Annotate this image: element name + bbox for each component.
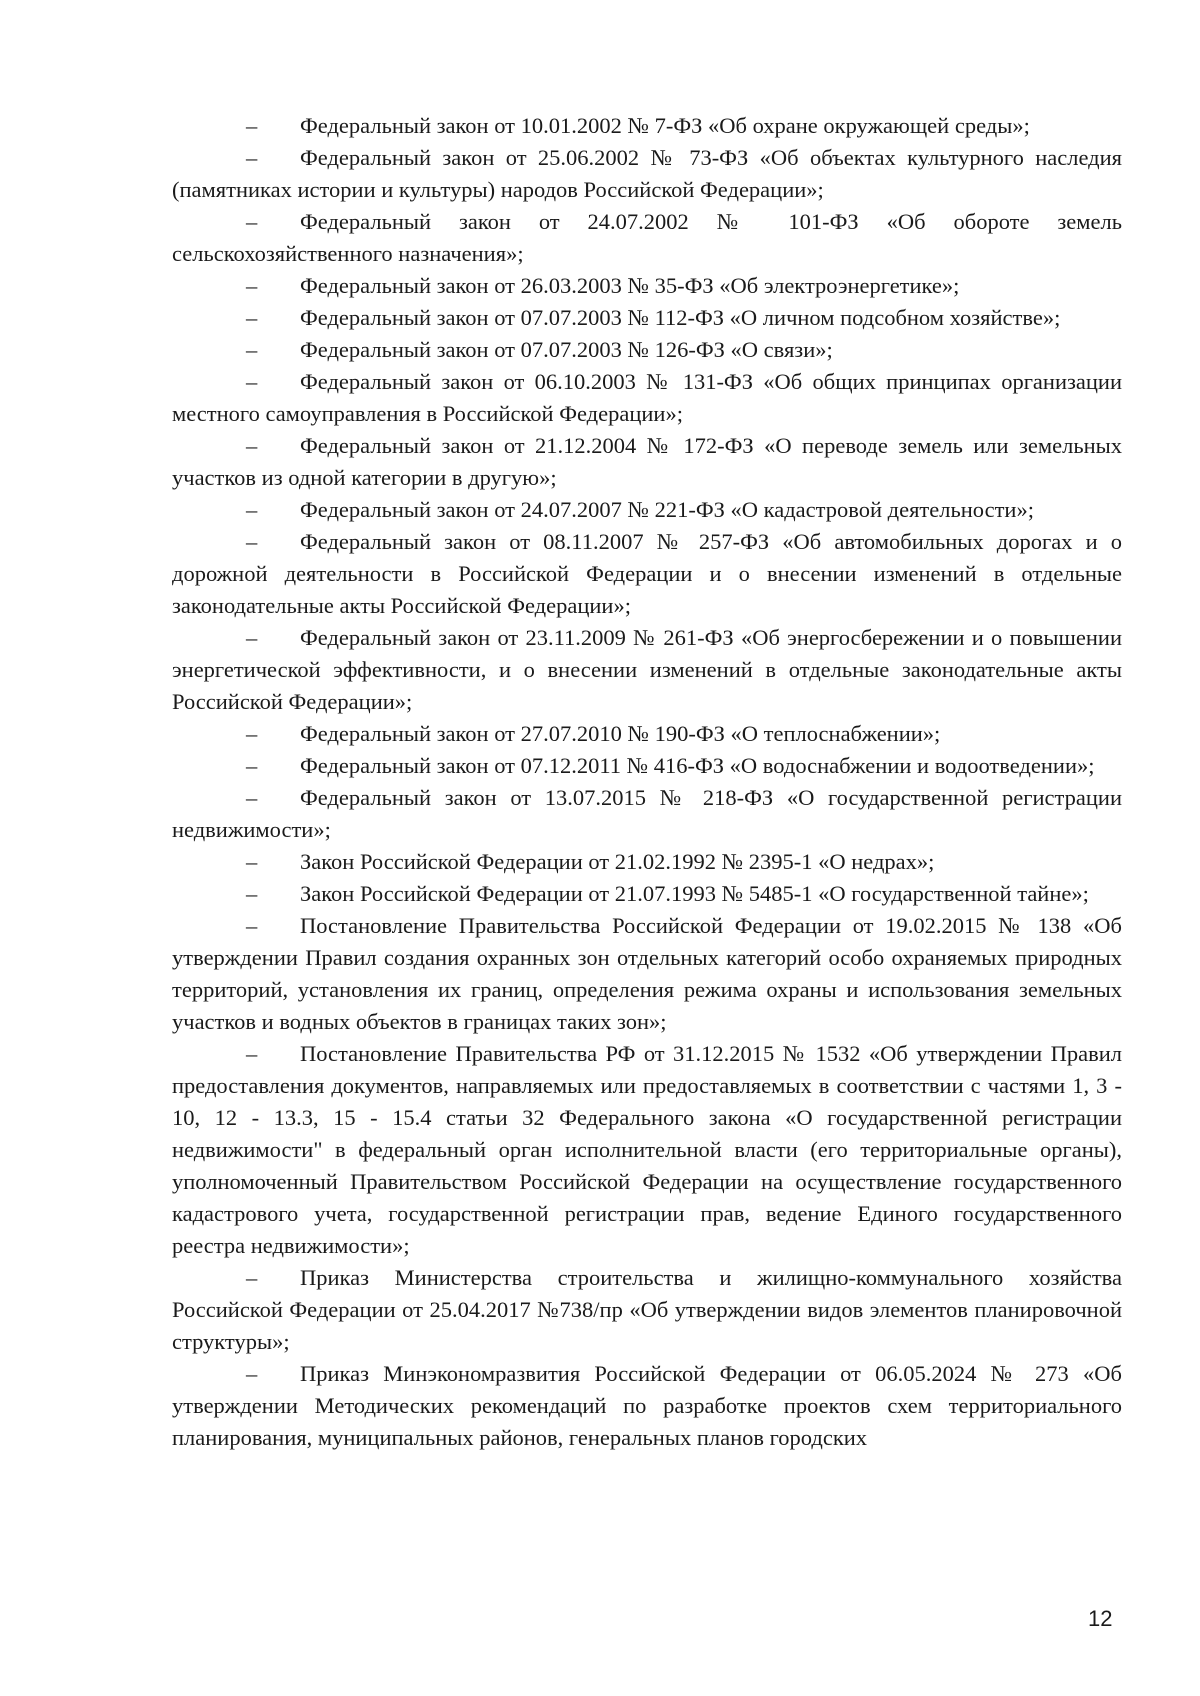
list-item-text: Федеральный закон от 24.07.2002 № 101-ФЗ «Об обороте земель сельскохозяйственного назначения»; [172,209,1122,266]
list-item-text: Приказ Минэкономразвития Российской Федерации от 06.05.2024 № 273 «Об утверждении Методических рекомендаций по разработке проектов схем территориального планирования, муниципальных районов, генеральных планов городских [172,1361,1122,1450]
list-item-text: Федеральный закон от 07.07.2003 № 126-ФЗ «О связи»; [300,337,833,362]
list-dash: – [246,721,258,746]
list-dash: – [246,913,258,938]
list-item-text: Федеральный закон от 26.03.2003 № 35-ФЗ «Об электроэнергетике»; [300,273,960,298]
list-item [172,782,1122,846]
list-item [172,334,1122,366]
list-item [172,270,1122,302]
list-dash: – [246,1361,258,1386]
list-item [172,366,1122,430]
list-item-text: Федеральный закон от 21.12.2004 № 172-ФЗ «О переводе земель или земельных участков из одной категории в другую»; [172,433,1122,490]
list-dash: – [246,433,258,458]
list-item-text: Федеральный закон от 10.01.2002 № 7-ФЗ «Об охране окружающей среды»; [300,113,1030,138]
list-item-text: Федеральный закон от 07.12.2011 № 416-ФЗ «О водоснабжении и водоотведении»; [300,753,1095,778]
list-item-text: Федеральный закон от 08.11.2007 № 257-ФЗ «Об автомобильных дорогах и о дорожной деятельности в Российской Федерации и о внесении изменений в отдельные законодательные акты Российской Федерации»; [172,529,1122,618]
list-item-text: Федеральный закон от 07.07.2003 № 112-ФЗ «О личном подсобном хозяйстве»; [300,305,1061,330]
list-item-text: Постановление Правительства Российской Федерации от 19.02.2015 № 138 «Об утверждении Правил создания охранных зон отдельных категорий особо охраняемых природных территорий, установления их границ, определения режима охраны и использования земельных участков и водных объектов в границах таких зон»; [172,913,1122,1034]
list-dash: – [246,209,258,234]
list-dash: – [246,785,258,810]
list-item [172,206,1122,270]
list-item [172,622,1122,718]
document-body [172,110,1122,1454]
list-dash: – [246,337,258,362]
list-item-text: Приказ Министерства строительства и жилищно-коммунального хозяйства Российской Федерации от 25.04.2017 №738/пр «Об утверждении видов элементов планировочной структуры»; [172,1265,1122,1354]
list-item [172,110,1122,142]
list-item [172,430,1122,494]
list-item-text: Федеральный закон от 23.11.2009 № 261-ФЗ «Об энергосбережении и о повышении энергетической эффективности, и о внесении изменений в отдельные законодательные акты Российской Федерации»; [172,625,1122,714]
list-dash: – [246,625,258,650]
list-item-text: Закон Российской Федерации от 21.02.1992 № 2395-1 «О недрах»; [300,849,935,874]
list-item-text: Федеральный закон от 27.07.2010 № 190-ФЗ «О теплоснабжении»; [300,721,941,746]
list-item [172,494,1122,526]
list-dash: – [246,753,258,778]
list-item [172,302,1122,334]
list-item-text: Постановление Правительства РФ от 31.12.2015 № 1532 «Об утверждении Правил предоставления документов, направляемых или предоставляемых в соответствии с частями 1, 3 - 10, 12 - 13.3, 15 - 15.4 статьи 32 Федерального закона «О государственной регистрации недвижимости" в федеральный орган исполнительной власти (его территориальные органы), уполномоченный Правительством Российской Федерации на осуществление государственного кадастрового учета, государственной регистрации прав, ведение Единого государственного реестра недвижимости»; [172,1041,1122,1258]
list-item-text: Федеральный закон от 06.10.2003 № 131-ФЗ «Об общих принципах организации местного самоуправления в Российской Федерации»; [172,369,1122,426]
list-dash: – [246,273,258,298]
list-item [172,718,1122,750]
list-item [172,846,1122,878]
list-item [172,142,1122,206]
list-dash: – [246,497,258,522]
list-item [172,910,1122,1038]
list-item [172,1262,1122,1358]
list-dash: – [246,1041,258,1066]
list-item [172,750,1122,782]
list-item [172,1358,1122,1454]
list-dash: – [246,369,258,394]
list-item [172,878,1122,910]
list-item-text: Закон Российской Федерации от 21.07.1993 № 5485-1 «О государственной тайне»; [300,881,1089,906]
list-dash: – [246,529,258,554]
list-dash: – [246,305,258,330]
list-item-text: Федеральный закон от 13.07.2015 № 218-ФЗ «О государственной регистрации недвижимости»; [172,785,1122,842]
list-item-text: Федеральный закон от 24.07.2007 № 221-ФЗ «О кадастровой деятельности»; [300,497,1034,522]
list-dash: – [246,113,258,138]
list-dash: – [246,145,258,170]
list-item-text: Федеральный закон от 25.06.2002 № 73-ФЗ «Об объектах культурного наследия (памятниках истории и культуры) народов Российской Федерации»; [172,145,1122,202]
list-item [172,526,1122,622]
list-item [172,1038,1122,1262]
list-dash: – [246,881,258,906]
list-dash: – [246,849,258,874]
page-number: 12 [1088,1606,1113,1631]
list-dash: – [246,1265,258,1290]
